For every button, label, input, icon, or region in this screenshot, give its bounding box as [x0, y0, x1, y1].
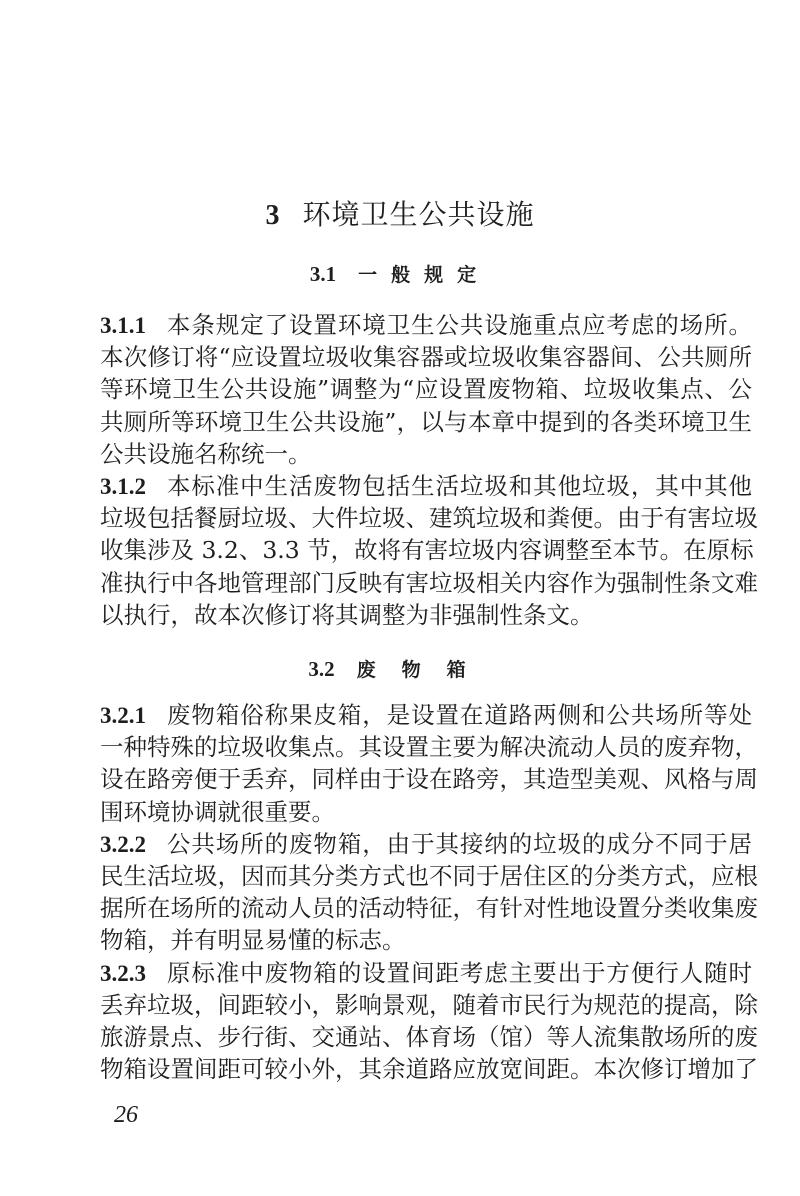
text-line: 设在路旁便于丢弃，同样由于设在路旁，其造型美观、风格与周	[100, 765, 758, 794]
text-line: 以执行，故本次修订将其调整为非强制性条文。	[100, 600, 594, 629]
section-title: 废物箱	[356, 659, 492, 681]
clause-3-2-2	[100, 828, 758, 957]
text-line: 本次修订将“应设置垃圾收集容器或垃圾收集容器间、公共厕所	[100, 343, 752, 372]
text-line: 收集涉及 3.2、3.3 节，故将有害垃圾内容调整至本节。在原标	[100, 536, 754, 565]
text-line: 共厕所等环境卫生公共设施”，以与本章中提到的各类环境卫生	[100, 407, 752, 436]
section-3-2-body	[100, 699, 758, 1085]
section-number: 3.1	[309, 262, 337, 286]
clause-number: 3.1.2	[100, 473, 146, 499]
clause-3-2-1	[100, 699, 758, 828]
text-line: 本条规定了设置环境卫生公共设施重点应考虑的场所。	[166, 311, 752, 339]
section-heading-3-2	[0, 655, 800, 682]
text-line: 旅游景点、步行街、交通站、体育场（馆）等人流集散场所的废	[100, 1022, 758, 1051]
section-3-1-body	[100, 309, 758, 631]
clause-number: 3.2.3	[100, 960, 146, 986]
text-line: 围环境协调就很重要。	[100, 797, 335, 826]
clause-3-1-1	[100, 309, 752, 470]
chapter-title-text: 环境卫生公共设施	[302, 198, 535, 231]
text-line: 本标准中生活废物包括生活垃圾和其他垃圾，其中其他	[166, 471, 752, 500]
text-line: 丢弃垃圾，间距较小，影响景观，随着市民行为规范的提高，除	[100, 990, 758, 1019]
clause-3-2-3	[100, 957, 758, 1086]
text-line: 废物箱俗称果皮箱，是设置在道路两侧和公共场所等处	[166, 701, 752, 729]
clause-3-1-2	[100, 470, 758, 631]
clause-number: 3.2.1	[100, 703, 146, 728]
clause-number: 3.1.1	[100, 313, 146, 338]
text-line: 准执行中各地管理部门反映有害垃圾相关内容作为强制性条文难	[100, 568, 758, 597]
section-heading-3-1	[0, 260, 800, 287]
chapter-title	[0, 193, 800, 233]
page-number: 26	[114, 1102, 138, 1128]
text-line: 公共场所的废物箱，由于其接纳的垃圾的成分不同于居	[166, 829, 752, 858]
clause-number: 3.2.2	[100, 831, 146, 857]
text-line: 民生活垃圾，因而其分类方式也不同于居住区的分类方式，应根	[100, 861, 758, 890]
text-line: 等环境卫生公共设施”调整为“应设置废物箱、垃圾收集点、公	[100, 375, 752, 404]
section-number: 3.2	[308, 657, 335, 681]
chapter-number: 3	[265, 200, 281, 231]
text-line: 一种特殊的垃圾收集点。其设置主要为解决流动人员的废弃物，	[100, 733, 758, 762]
text-line: 垃圾包括餐厨垃圾、大件垃圾、建筑垃圾和粪便。由于有害垃圾	[100, 504, 758, 533]
text-line: 公共设施名称统一。	[100, 439, 312, 468]
text-line: 物箱设置间距可较小外，其余道路应放宽间距。本次修订增加了	[100, 1055, 758, 1084]
text-line: 物箱，并有明显易懂的标志。	[100, 926, 406, 955]
text-line: 原标准中废物箱的设置间距考虑主要出于方便行人随时	[166, 958, 752, 987]
text-line: 据所在场所的流动人员的活动特征，有针对性地设置分类收集废	[100, 894, 758, 923]
section-title: 一般规定	[358, 264, 491, 286]
